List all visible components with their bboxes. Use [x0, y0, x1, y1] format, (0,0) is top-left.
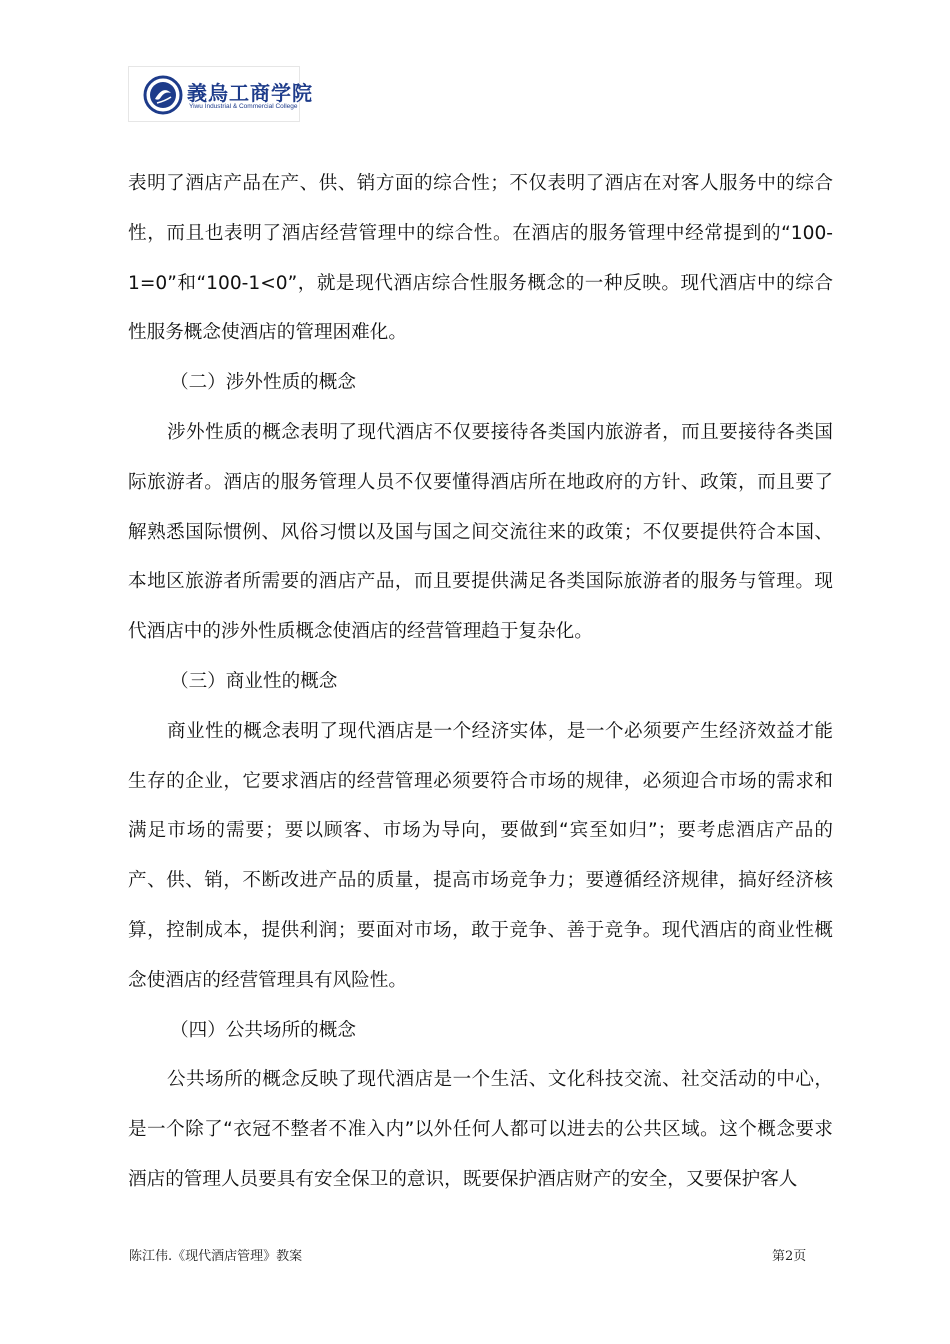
college-name-cn: 義烏工商学院: [187, 81, 313, 105]
footer-course-title: 陈江伟.《现代酒店管理》教案: [129, 1249, 303, 1264]
section-heading-public-place: （四）公共场所的概念: [170, 1019, 356, 1041]
paragraph-commercial: 商业性的概念表明了现代酒店是一个经济实体，是一个必须要产生经济效益才能生存的企业，它要求酒店的经营管理必须要符合市场的规律，必须迎合市场的需求和满足市场的需要；要以顾客、市场为导向，要做到“宾至如归”；要考虑酒店产品的产、供、销，不断改进产品的质量，提高市场竞争力；要遵循经济规律，搞好经济核算，控制成本，提供利润；要面对市场，敢于竞争、善于竞争。现代酒店的商业性概念使酒店的经营管理具有风险性。: [128, 720, 833, 991]
section-heading-foreign: （二）涉外性质的概念: [170, 372, 356, 394]
paragraph-continued: 表明了酒店产品在产、供、销方面的综合性；不仅表明了酒店在对客人服务中的综合性，而且也表明了酒店经营管理中的综合性。在酒店的服务管理中经常提到的“100-1=0”和“100-1<0”，就是现代酒店综合性服务概念的一种反映。现代酒店中的综合性服务概念使酒店的管理困难化。: [128, 173, 833, 344]
college-emblem-icon: [143, 75, 183, 115]
paragraph-public-place: 公共场所的概念反映了现代酒店是一个生活、文化科技交流、社交活动的中心，是一个除了“衣冠不整者不准入内”以外任何人都可以进去的公共区域。这个概念要求酒店的管理人员要具有安全保卫的意识，既要保护酒店财产的安全，又要保护客人: [128, 1069, 833, 1190]
college-name-en: Yiwu Industrial & Commercial College: [189, 103, 298, 110]
section-heading-commercial: （三）商业性的概念: [170, 670, 338, 692]
footer-page-number: 第2页: [772, 1249, 807, 1264]
document-body: [128, 159, 833, 1205]
college-logo: [128, 66, 313, 122]
paragraph-foreign: 涉外性质的概念表明了现代酒店不仅要接待各类国内旅游者，而且要接待各类国际旅游者。酒店的服务管理人员不仅要懂得酒店所在地政府的方针、政策，而且要了解熟悉国际惯例、风俗习惯以及国与国之间交流往来的政策；不仅要提供符合本国、本地区旅游者所需要的酒店产品，而且要提供满足各类国际旅游者的服务与管理。现代酒店中的涉外性质概念使酒店的经营管理趋于复杂化。: [128, 421, 833, 643]
